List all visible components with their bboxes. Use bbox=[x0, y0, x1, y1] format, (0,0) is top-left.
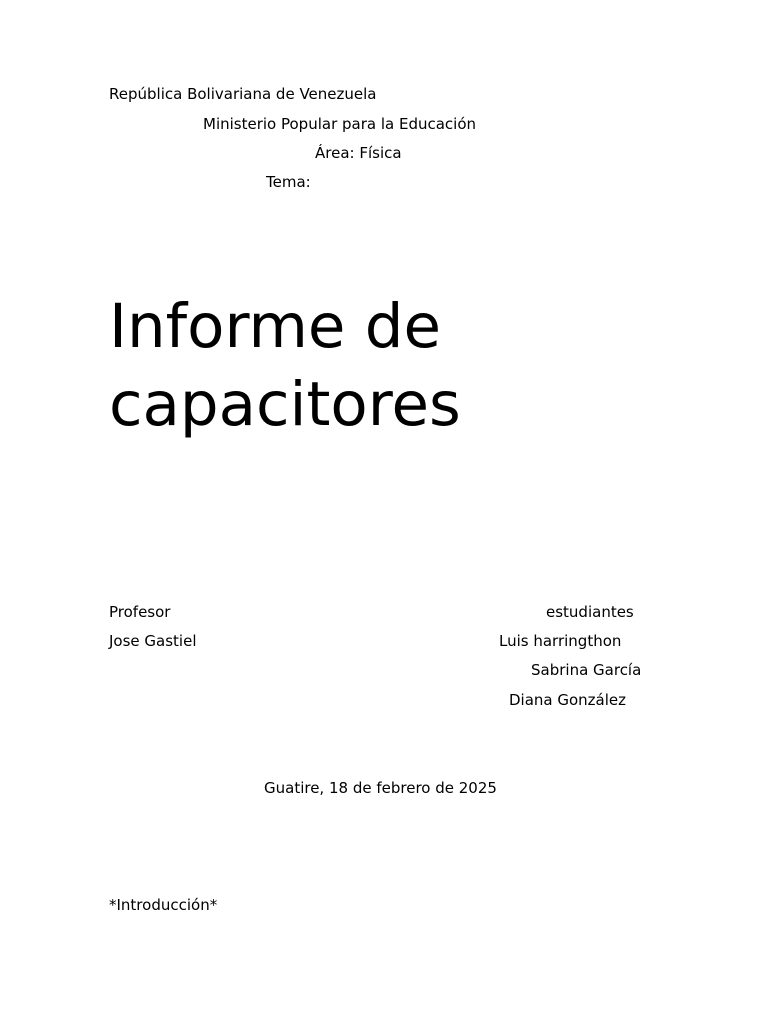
place-date-line: Guatire, 18 de febrero de 2025 bbox=[264, 779, 497, 797]
title-line-2: capacitores bbox=[109, 369, 461, 440]
country-line: República Bolivariana de Venezuela bbox=[109, 85, 377, 103]
professor-name: Jose Gastiel bbox=[109, 632, 197, 650]
title-line-1: Informe de bbox=[109, 291, 442, 362]
student-name-2: Sabrina García bbox=[531, 661, 642, 679]
ministry-line: Ministerio Popular para la Educación bbox=[203, 115, 477, 133]
professor-label: Profesor bbox=[109, 603, 171, 621]
tema-line: Tema: bbox=[266, 173, 311, 191]
student-name-1: Luis harringthon bbox=[499, 632, 622, 650]
student-name-3: Diana González bbox=[509, 691, 627, 709]
area-line: Área: Física bbox=[315, 144, 402, 162]
students-label: estudiantes bbox=[546, 603, 634, 621]
introduction-heading: *Introducción* bbox=[109, 896, 218, 914]
document-title bbox=[109, 288, 461, 444]
